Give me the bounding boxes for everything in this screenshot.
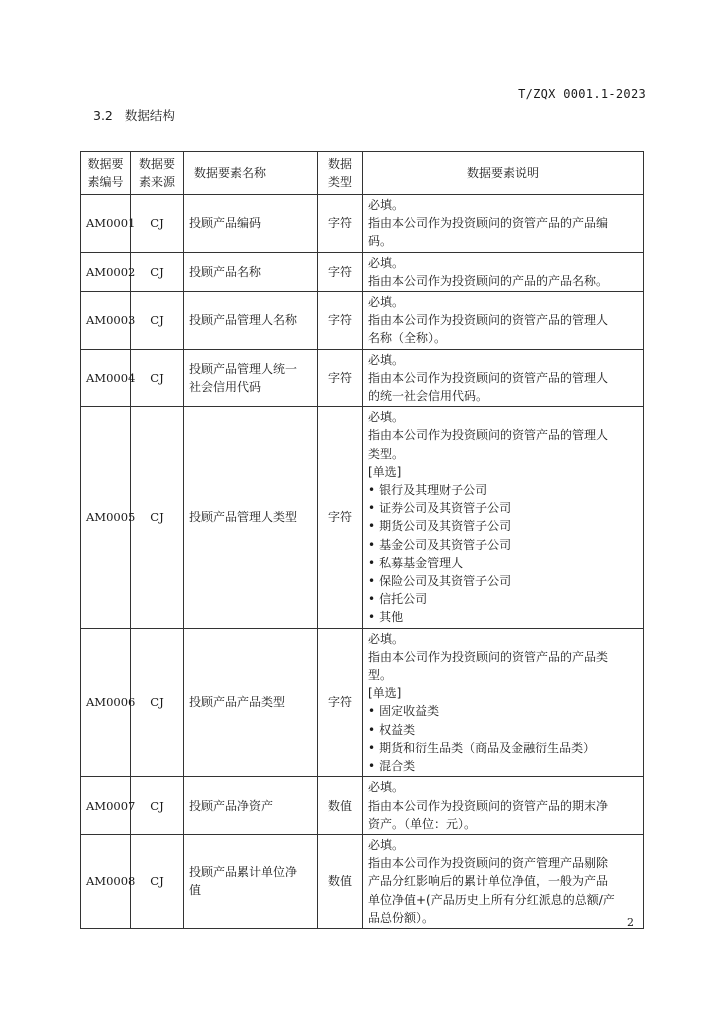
description-line: 必填。 xyxy=(368,198,405,212)
table-row xyxy=(81,349,644,407)
element-name xyxy=(184,407,318,628)
element-name xyxy=(184,777,318,835)
description-line: 类型。 xyxy=(368,446,405,461)
element-description xyxy=(363,349,644,407)
element-name-line: 投顾产品管理人类型 xyxy=(189,510,298,525)
description-line: 指由本公司作为投资顾问的资产管理产品剔除 xyxy=(368,856,609,871)
element-code: AM0003 xyxy=(81,292,131,350)
option-item: • 混合类 xyxy=(368,757,638,775)
element-type: 字符 xyxy=(318,252,363,291)
element-name xyxy=(184,252,318,291)
col-header-code: 数据要 素编号 xyxy=(81,152,131,195)
option-item: • 证券公司及其资管子公司 xyxy=(368,499,638,517)
element-description xyxy=(363,292,644,350)
element-name-line: 投顾产品管理人统一 xyxy=(189,361,298,376)
col-header-source: 数据要 素来源 xyxy=(131,152,184,195)
element-name-line: 投顾产品编码 xyxy=(189,216,262,231)
element-source: CJ xyxy=(131,195,184,253)
element-type: 字符 xyxy=(318,628,363,777)
option-item: • 银行及其理财子公司 xyxy=(368,481,638,499)
element-source: CJ xyxy=(131,777,184,835)
element-name-line: 投顾产品产品类型 xyxy=(189,695,286,710)
section-heading xyxy=(93,106,175,124)
option-item: • 固定收益类 xyxy=(368,702,638,720)
element-name xyxy=(184,292,318,350)
element-description xyxy=(363,195,644,253)
description-line: 的统一社会信用代码。 xyxy=(368,389,489,404)
description-line: 指由本公司作为投资顾问的资管产品的管理人 xyxy=(368,428,609,443)
element-code: AM0002 xyxy=(81,252,131,291)
element-code: AM0004 xyxy=(81,349,131,407)
table-row xyxy=(81,628,644,777)
section-number: 3.2 xyxy=(93,108,113,123)
option-item: • 权益类 xyxy=(368,721,638,739)
element-source: CJ xyxy=(131,628,184,777)
description-line: 必填。 xyxy=(368,410,405,425)
col-header-type: 数据 类型 xyxy=(318,152,363,195)
description-line: 必填。 xyxy=(368,255,405,270)
option-item: • 期货和衍生品类（商品及金融衍生品类） xyxy=(368,739,638,757)
description-line: 指由本公司作为投资顾问的资管产品的产品编 xyxy=(368,216,609,231)
element-code: AM0007 xyxy=(81,777,131,835)
element-name-line: 社会信用代码 xyxy=(189,379,262,394)
description-line: 指由本公司作为投资顾问的产品的产品名称。 xyxy=(368,273,609,288)
element-description xyxy=(363,252,644,291)
data-structure-table xyxy=(80,151,644,929)
element-description xyxy=(363,834,644,928)
description-line: 码。 xyxy=(368,234,393,249)
col-header-name: 数据要素名称 xyxy=(184,152,318,195)
table-row xyxy=(81,292,644,350)
element-name-line: 值 xyxy=(189,883,202,898)
page-number: 2 xyxy=(627,916,634,929)
option-item: • 基金公司及其资管子公司 xyxy=(368,536,638,554)
element-description xyxy=(363,628,644,777)
element-source: CJ xyxy=(131,252,184,291)
element-name-line: 投顾产品累计单位净 xyxy=(189,865,298,880)
table-row xyxy=(81,252,644,291)
element-source: CJ xyxy=(131,407,184,628)
description-line: 品总份额）。 xyxy=(368,910,435,925)
col-header-desc: 数据要素说明 xyxy=(363,152,644,195)
description-line: 产品分红影响后的累计单位净值，一般为产品 xyxy=(368,874,609,889)
element-name-line: 投顾产品管理人名称 xyxy=(189,313,298,328)
description-line: 指由本公司作为投资顾问的资管产品的产品类 xyxy=(368,649,609,664)
element-type: 数值 xyxy=(318,777,363,835)
element-source: CJ xyxy=(131,834,184,928)
option-item: • 保险公司及其资管子公司 xyxy=(368,572,638,590)
element-type: 数值 xyxy=(318,834,363,928)
element-code: AM0001 xyxy=(81,195,131,253)
element-name xyxy=(184,195,318,253)
element-name xyxy=(184,628,318,777)
element-type: 字符 xyxy=(318,349,363,407)
table-header-row xyxy=(81,152,644,195)
description-line: 必填。 xyxy=(368,295,405,310)
description-line: 指由本公司作为投资顾问的资管产品的管理人 xyxy=(368,370,609,385)
description-line: 指由本公司作为投资顾问的资管产品的期末净 xyxy=(368,798,609,813)
element-name xyxy=(184,834,318,928)
element-code: AM0005 xyxy=(81,407,131,628)
element-name xyxy=(184,349,318,407)
description-line: 资产。（单位：元）。 xyxy=(368,816,477,831)
element-description xyxy=(363,777,644,835)
element-type: 字符 xyxy=(318,292,363,350)
element-description xyxy=(363,407,644,628)
element-name-line: 投顾产品净资产 xyxy=(189,798,274,813)
element-source: CJ xyxy=(131,292,184,350)
description-line: 指由本公司作为投资顾问的资管产品的管理人 xyxy=(368,313,609,328)
description-line: 单位净值+(产品历史上所有分红派息的总额/产 xyxy=(368,892,615,907)
description-line: 必填。 xyxy=(368,780,405,795)
table-row xyxy=(81,834,644,928)
option-item: • 信托公司 xyxy=(368,590,638,608)
table-row xyxy=(81,195,644,253)
description-line: 型。 xyxy=(368,668,393,683)
option-item: • 私募基金管理人 xyxy=(368,554,638,572)
description-line: 必填。 xyxy=(368,837,405,852)
description-line: [单选] xyxy=(368,464,402,479)
option-item: • 其他 xyxy=(368,608,638,626)
element-type: 字符 xyxy=(318,407,363,628)
table-row xyxy=(81,407,644,628)
element-code: AM0006 xyxy=(81,628,131,777)
description-line: 必填。 xyxy=(368,631,405,646)
description-line: 必填。 xyxy=(368,352,405,367)
table-row xyxy=(81,777,644,835)
description-line: 名称（全称）。 xyxy=(368,331,447,346)
standard-code: T/ZQX 0001.1-2023 xyxy=(518,87,646,101)
element-name-line: 投顾产品名称 xyxy=(189,264,262,279)
option-item: • 期货公司及其资管子公司 xyxy=(368,517,638,535)
element-code: AM0008 xyxy=(81,834,131,928)
element-type: 字符 xyxy=(318,195,363,253)
element-source: CJ xyxy=(131,349,184,407)
section-title: 数据结构 xyxy=(124,108,175,123)
description-line: [单选] xyxy=(368,686,402,701)
